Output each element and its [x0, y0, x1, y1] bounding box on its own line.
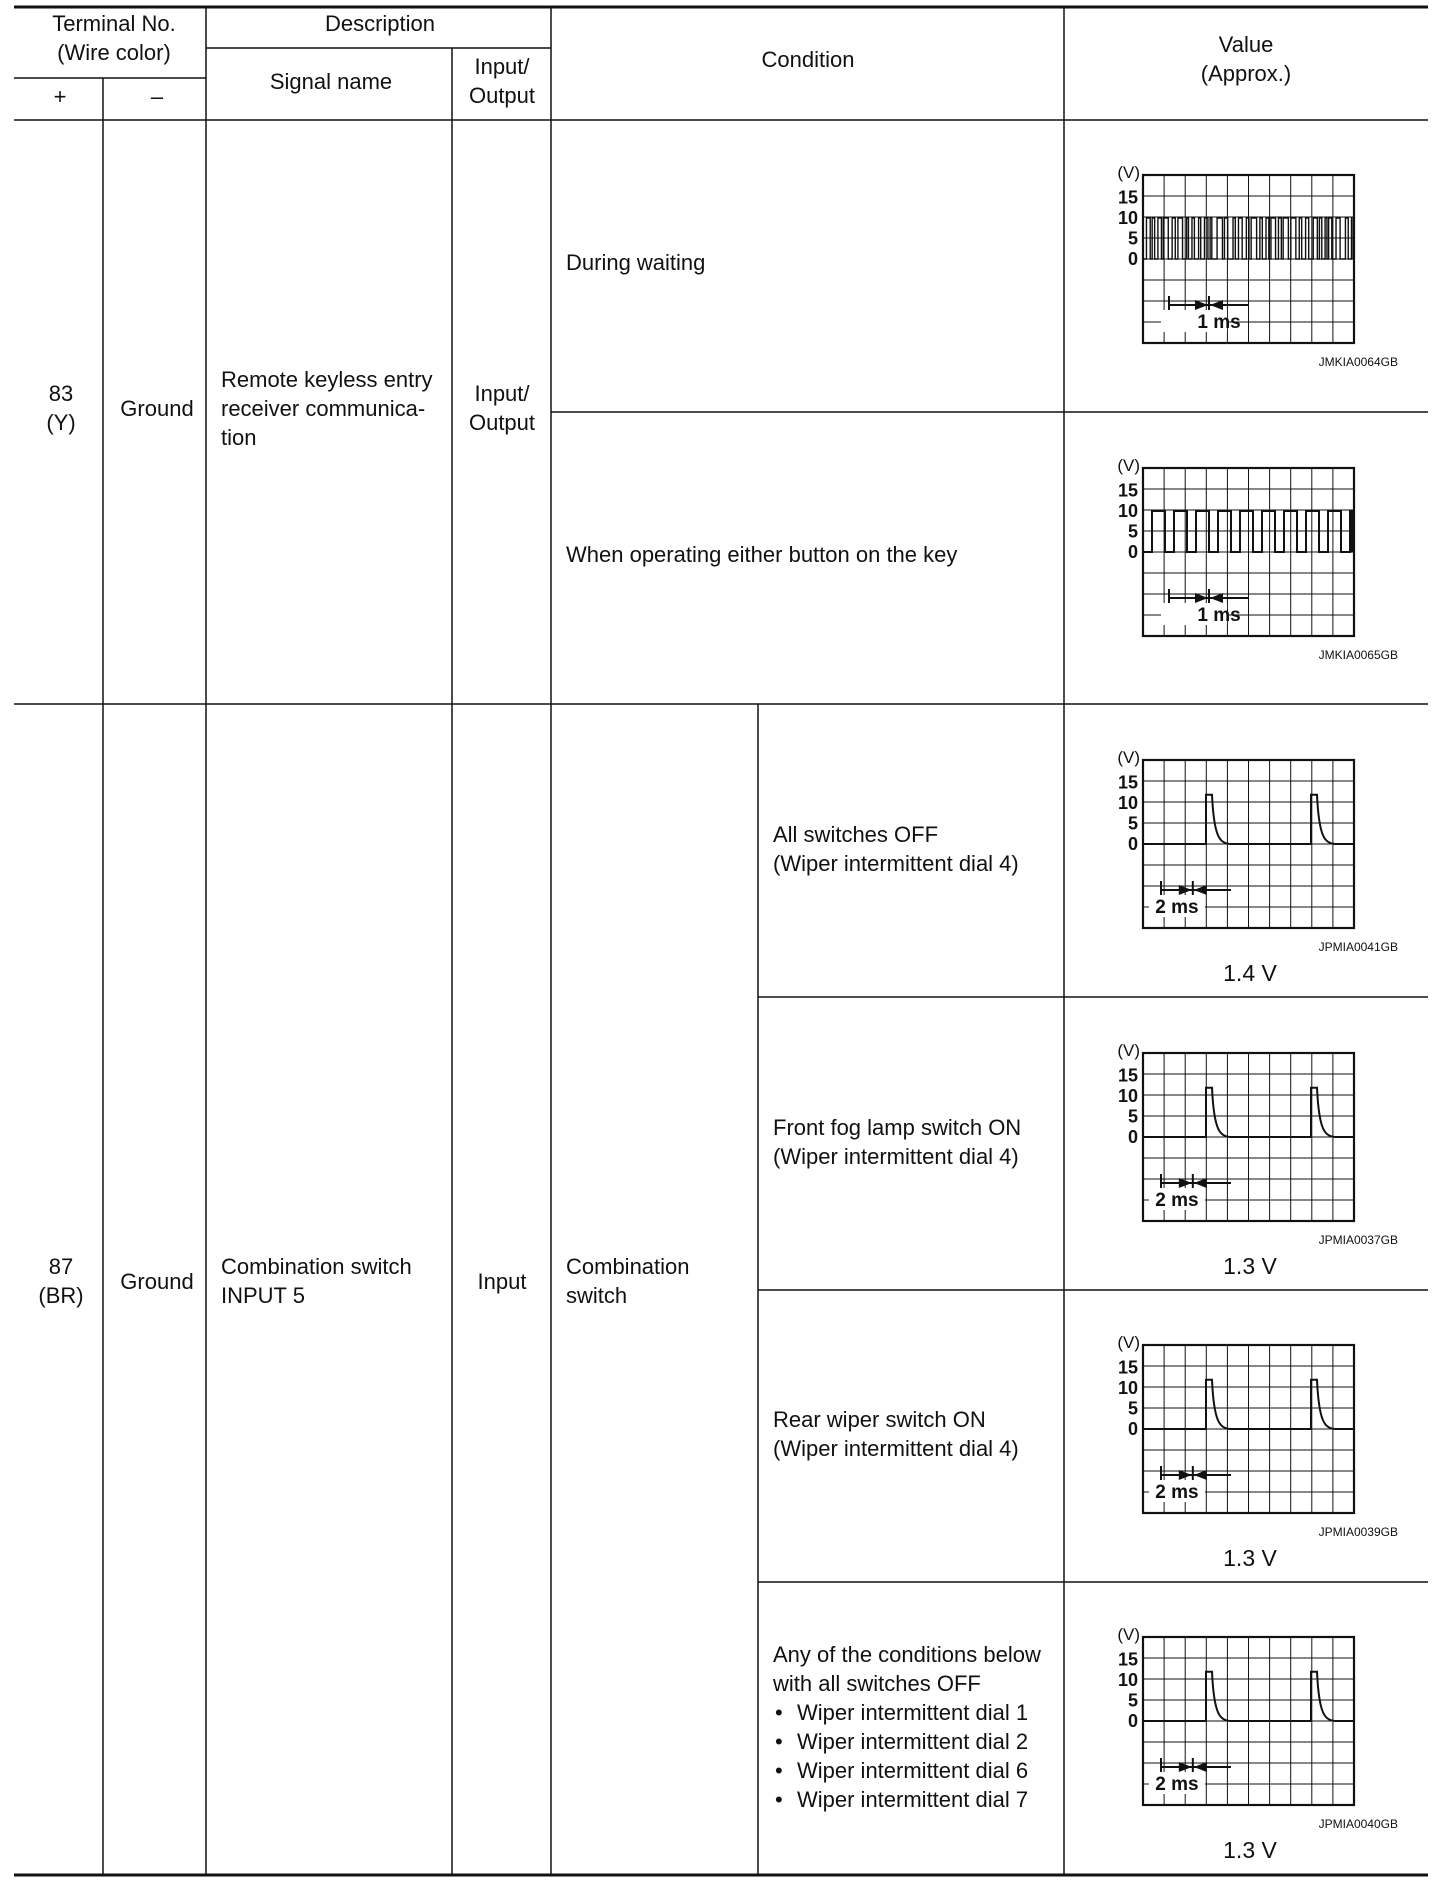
bullet-item: Wiper intermittent dial 1	[797, 1700, 1029, 1725]
image-code-label: JMKIA0064GB	[1318, 355, 1398, 369]
condition-all-off-2: (Wiper intermittent dial 4)	[773, 851, 1019, 876]
scope-unit-label: (V)	[1117, 748, 1140, 767]
image-code-label: JMKIA0065GB	[1318, 648, 1398, 662]
scope-tick-label: 0	[1127, 834, 1138, 854]
scope-tick-label: 0	[1127, 249, 1138, 269]
bullet-item: Wiper intermittent dial 7	[797, 1787, 1029, 1812]
condition-all-off-1: All switches OFF	[773, 822, 939, 847]
scope-tick-label: 10	[1117, 501, 1138, 521]
scope-tick-label: 5	[1127, 521, 1138, 542]
bullet-list	[775, 1700, 1028, 1812]
terminal-number: 87	[48, 1254, 74, 1279]
io-line-2: Output	[468, 410, 536, 435]
scope-unit-label: (V)	[1117, 163, 1140, 182]
scope-unit-label: (V)	[1117, 1625, 1140, 1644]
scope-tick-label: 0	[1127, 542, 1138, 562]
scope-tick-label: 10	[1117, 1086, 1138, 1106]
scope-tick-label: 10	[1117, 793, 1138, 813]
scope-tick-label: 0	[1127, 1127, 1138, 1147]
image-code-label: JPMIA0040GB	[1318, 1817, 1398, 1831]
description-header: Description	[324, 11, 436, 36]
oscilloscope-scope	[1117, 748, 1398, 954]
scope-tick-label: 10	[1117, 1378, 1138, 1398]
bullet-dot: •	[775, 1758, 783, 1783]
scope-tick-label: 0	[1127, 1711, 1138, 1731]
time-scale-label: 2 ms	[1155, 1482, 1199, 1503]
oscilloscope-scope	[1117, 1041, 1398, 1247]
input-output-header-1: Input/	[474, 54, 530, 79]
condition-group-line-1: Combination	[566, 1254, 690, 1279]
oscilloscope-scope	[1117, 456, 1398, 662]
signal-name-line-1: Combination switch	[221, 1254, 412, 1279]
ground-label: Ground	[120, 1269, 194, 1294]
bullet-dot: •	[775, 1729, 783, 1754]
scope-tick-label: 15	[1117, 1065, 1138, 1086]
bullet-dot: •	[775, 1787, 783, 1812]
condition-fog-1: Front fog lamp switch ON	[773, 1115, 1022, 1140]
table-row-87	[38, 822, 1277, 1863]
scope-tick-label: 5	[1127, 228, 1138, 249]
time-scale-label: 1 ms	[1197, 605, 1241, 626]
wire-color: (Y)	[46, 410, 76, 435]
scope-unit-label: (V)	[1117, 1041, 1140, 1060]
wire-color: (BR)	[38, 1283, 84, 1308]
scope-tick-label: 15	[1117, 480, 1138, 501]
ground-label: Ground	[120, 396, 194, 421]
terminal-number: 83	[48, 381, 74, 406]
bullet-item: Wiper intermittent dial 2	[797, 1729, 1029, 1754]
signal-name-header: Signal name	[269, 69, 393, 94]
oscilloscope-scope	[1117, 1333, 1398, 1539]
condition-rear-wiper-2: (Wiper intermittent dial 4)	[773, 1436, 1019, 1461]
time-scale-label: 2 ms	[1155, 1190, 1199, 1211]
plus-header: +	[53, 84, 67, 109]
scope-tick-label: 10	[1117, 1670, 1138, 1690]
io-line-1: Input/	[474, 381, 530, 406]
scope-tick-label: 5	[1127, 1690, 1138, 1711]
condition-rear-wiper-1: Rear wiper switch ON	[773, 1407, 986, 1432]
scope-tick-label: 15	[1117, 187, 1138, 208]
condition-any-1: Any of the conditions below	[773, 1642, 1041, 1667]
scope-tick-label: 15	[1117, 1357, 1138, 1378]
scope-tick-label: 0	[1127, 1419, 1138, 1439]
condition-any-2: with all switches OFF	[773, 1671, 981, 1696]
scope-tick-label: 5	[1127, 813, 1138, 834]
value-header-1: Value	[1218, 32, 1274, 57]
oscilloscope-scope	[1117, 163, 1398, 369]
value-header-2: (Approx.)	[1200, 61, 1292, 86]
condition-fog-2: (Wiper intermittent dial 4)	[773, 1144, 1019, 1169]
value-text: 1.4 V	[1223, 960, 1277, 986]
input-output-header-2: Output	[468, 83, 536, 108]
bullet-dot: •	[775, 1700, 783, 1725]
terminal-no-header: Terminal No.	[52, 11, 176, 36]
scope-tick-label: 10	[1117, 208, 1138, 228]
value-text: 1.3 V	[1223, 1253, 1277, 1279]
scope-tick-label: 15	[1117, 1649, 1138, 1670]
signal-name-line-3: tion	[221, 425, 257, 450]
time-scale-label: 2 ms	[1155, 897, 1199, 918]
io-label: Input	[477, 1269, 527, 1294]
signal-name-line-2: receiver communica-	[221, 396, 426, 421]
table-row-83	[46, 250, 957, 567]
minus-header: –	[150, 84, 164, 109]
scope-tick-label: 15	[1117, 772, 1138, 793]
table-header	[52, 11, 1291, 109]
condition-group-line-2: switch	[566, 1283, 628, 1308]
time-scale-label: 2 ms	[1155, 1774, 1199, 1795]
scope-tick-label: 5	[1127, 1106, 1138, 1127]
scope-tick-label: 5	[1127, 1398, 1138, 1419]
scope-unit-label: (V)	[1117, 1333, 1140, 1352]
condition-operating-key: When operating either button on the key	[566, 542, 958, 567]
condition-header: Condition	[761, 47, 855, 72]
time-scale-label: 1 ms	[1197, 312, 1241, 333]
image-code-label: JPMIA0037GB	[1318, 1233, 1398, 1247]
signal-name-line-2: INPUT 5	[221, 1283, 305, 1308]
value-text: 1.3 V	[1223, 1545, 1277, 1571]
image-code-label: JPMIA0041GB	[1318, 940, 1398, 954]
scope-unit-label: (V)	[1117, 456, 1140, 475]
image-code-label: JPMIA0039GB	[1318, 1525, 1398, 1539]
condition-during-waiting: During waiting	[566, 250, 706, 275]
value-text: 1.3 V	[1223, 1837, 1277, 1863]
signal-name-line-1: Remote keyless entry	[221, 367, 433, 392]
bullet-item: Wiper intermittent dial 6	[797, 1758, 1029, 1783]
oscilloscope-scope	[1117, 1625, 1398, 1831]
wire-color-header: (Wire color)	[57, 40, 171, 65]
